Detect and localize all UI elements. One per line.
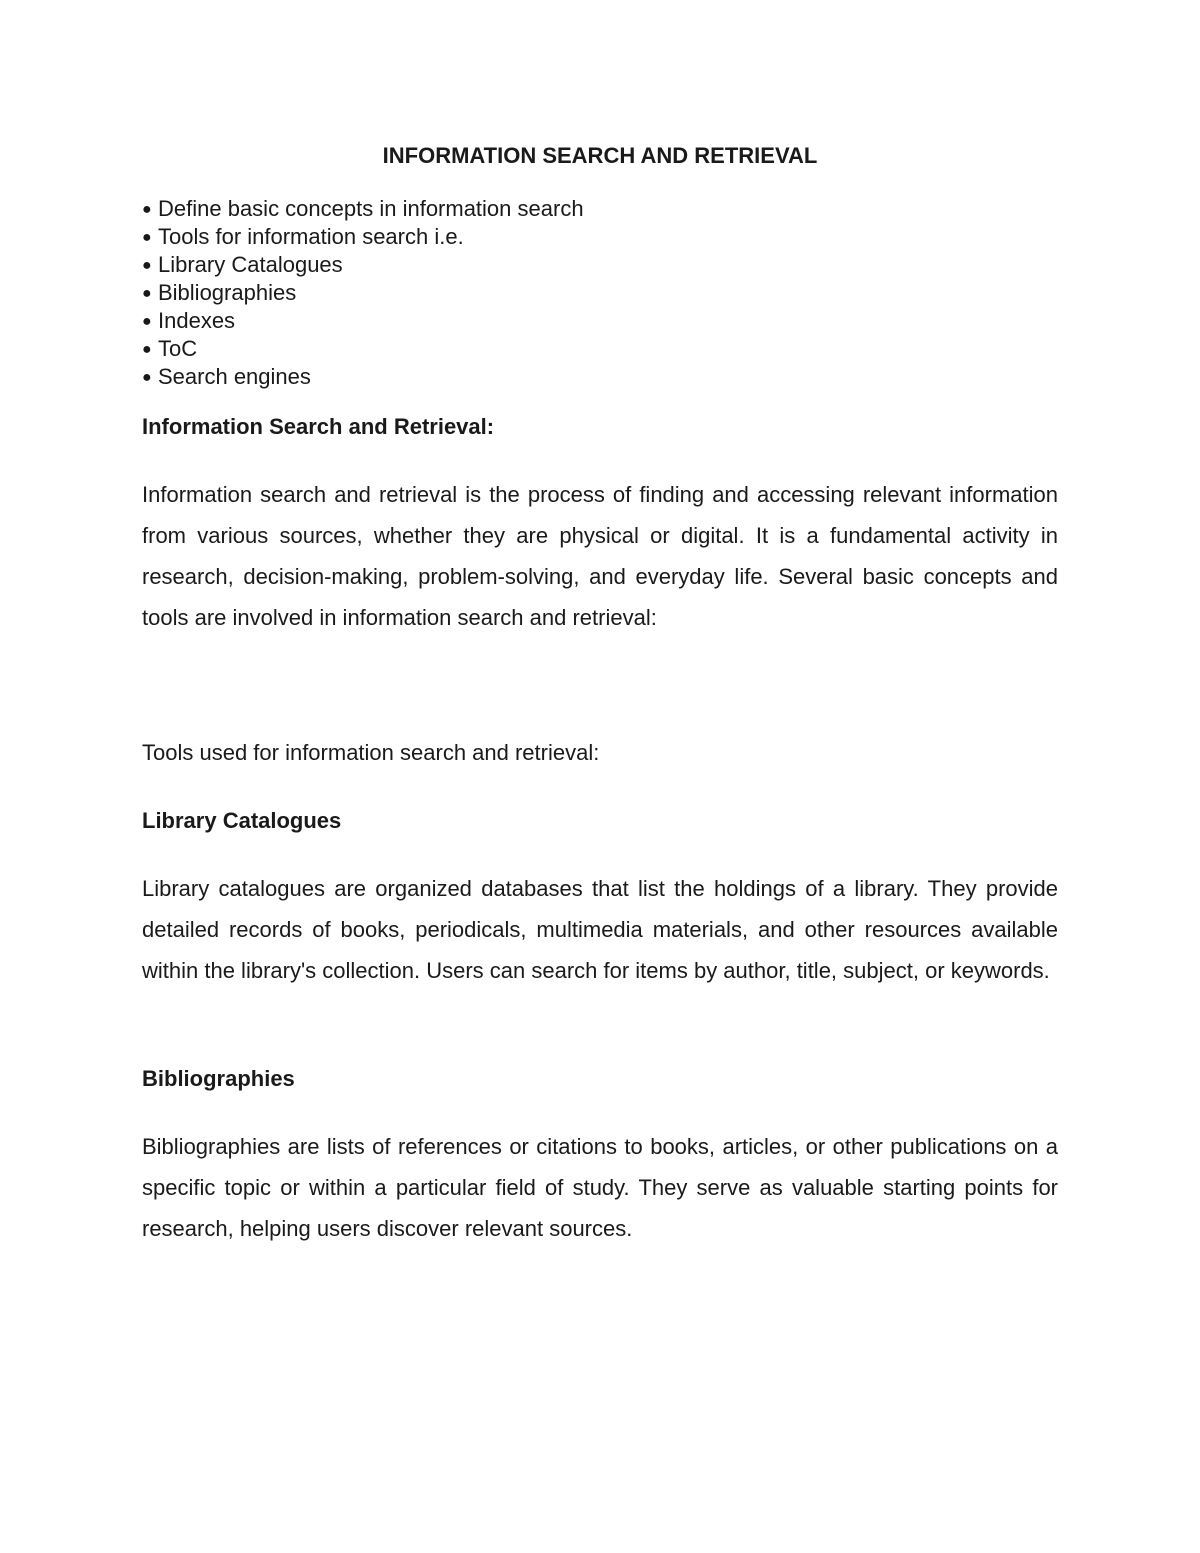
bullet-icon: ● <box>142 341 152 358</box>
list-item <box>142 251 584 279</box>
list-item-text: Define basic concepts in information search <box>158 196 584 221</box>
bullet-icon: ● <box>142 201 152 218</box>
list-item-text: Bibliographies <box>158 280 297 305</box>
list-item-text: Indexes <box>158 308 236 333</box>
bullet-icon: ● <box>142 257 152 274</box>
section-body-isr: Information search and retrieval is the process of finding and accessing relevant information from various sources, whether they are physical or digital. It is a fundamental activity in research, decision-making, problem-solving, and everyday life. Several basic concepts and tools are involved in information search and retrieval: <box>142 482 1058 630</box>
list-item <box>142 307 584 335</box>
list-item <box>142 279 584 307</box>
list-item-text: Library Catalogues <box>158 252 343 277</box>
list-item <box>142 223 584 251</box>
document-title: INFORMATION SEARCH AND RETRIEVAL <box>382 143 818 168</box>
list-item <box>142 195 584 223</box>
section-heading-bibliographies: Bibliographies <box>142 1066 295 1091</box>
list-item <box>142 363 584 391</box>
bullet-icon: ● <box>142 229 152 246</box>
list-item-text: ToC <box>158 336 198 361</box>
bullet-icon: ● <box>142 285 152 302</box>
section-body-bibliographies: Bibliographies are lists of references or citations to books, articles, or other publications on a specific topic or within a particular field of study. They serve as valuable starting points for research, helping users discover relevant sources. <box>142 1134 1058 1241</box>
section-heading-isr: Information Search and Retrieval: <box>142 414 495 439</box>
topics-bullet-list <box>142 195 584 391</box>
bullet-icon: ● <box>142 369 152 386</box>
list-item-text: Search engines <box>158 364 311 389</box>
section-body-catalogues: Library catalogues are organized databases that list the holdings of a library. They provide detailed records of books, periodicals, multimedia materials, and other resources available within the library's collection. Users can search for items by author, title, subject, or keywords. <box>142 876 1058 983</box>
list-item <box>142 335 584 363</box>
section-heading-catalogues: Library Catalogues <box>142 808 342 833</box>
bullet-icon: ● <box>142 313 152 330</box>
list-item-text: Tools for information search i.e. <box>158 224 464 249</box>
tools-intro-text: Tools used for information search and retrieval: <box>142 740 600 765</box>
